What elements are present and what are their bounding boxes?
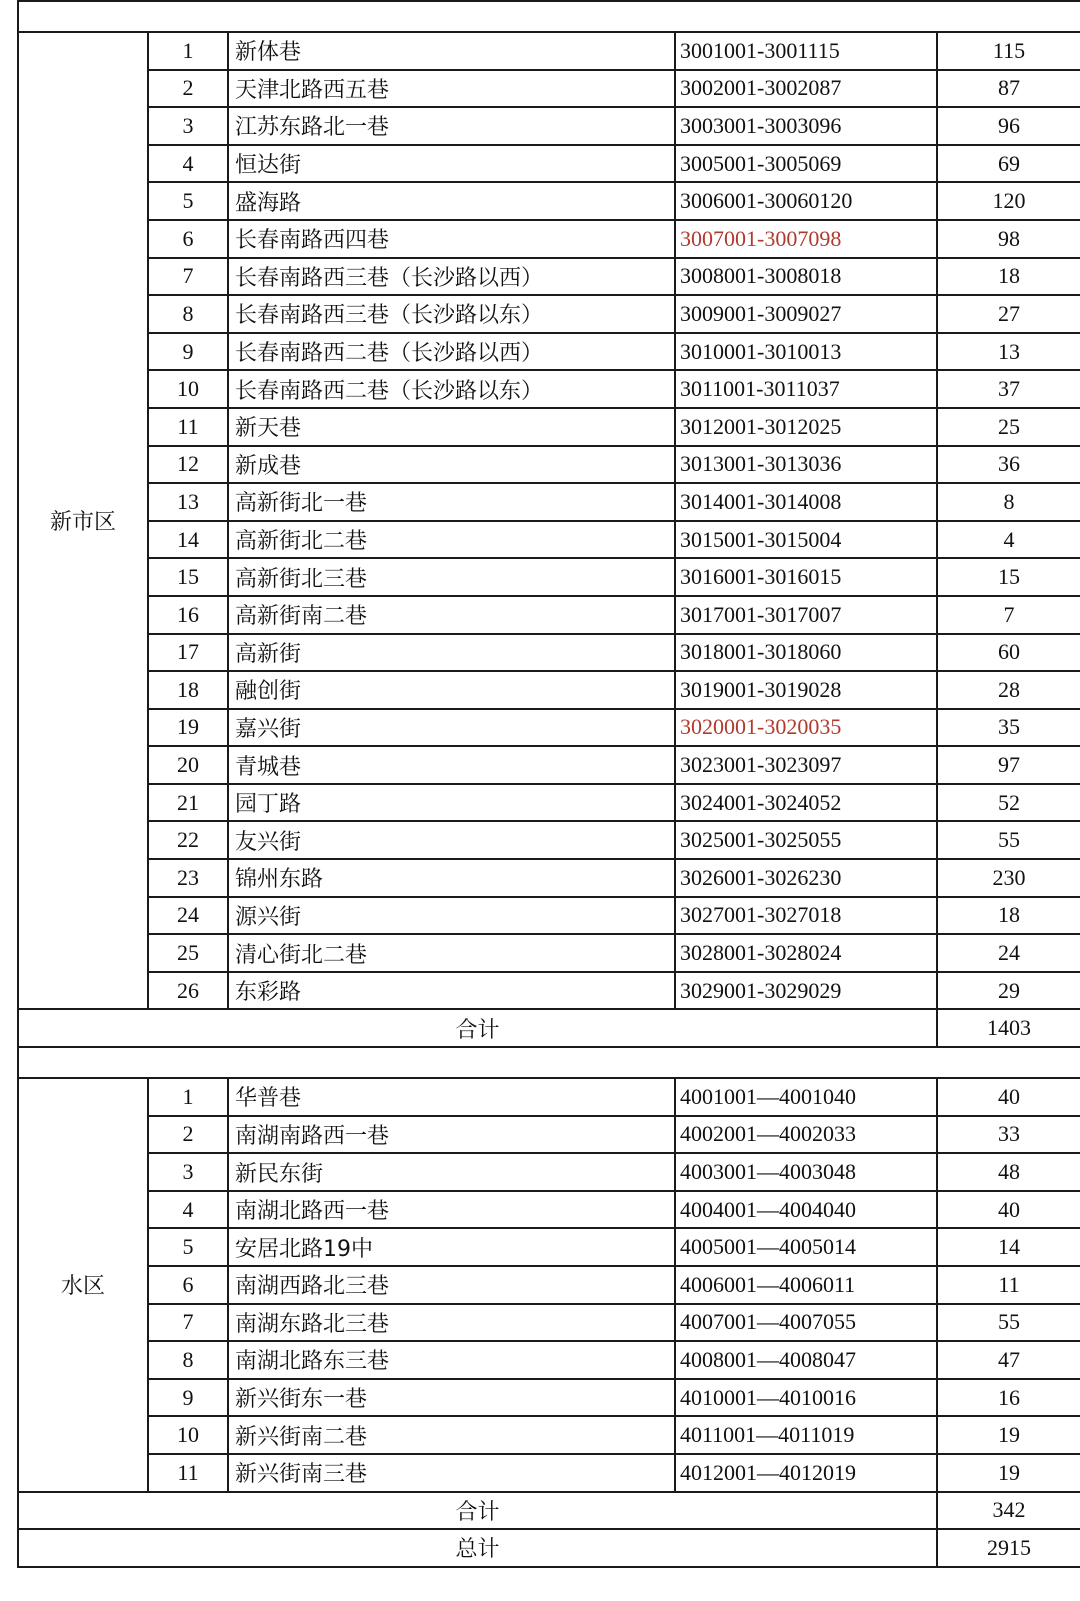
spacer-row	[18, 1047, 1080, 1078]
table-row	[18, 145, 1080, 183]
house-number-range: 3020001-3020035	[675, 709, 937, 747]
street-name: 新成巷	[228, 446, 675, 484]
house-number-range: 3010001-3010013	[675, 333, 937, 371]
subtotal-row	[18, 1009, 1080, 1047]
row-number: 6	[148, 1266, 228, 1304]
table-row	[18, 446, 1080, 484]
row-number: 3	[148, 107, 228, 145]
house-number-range: 3012001-3012025	[675, 408, 937, 446]
street-name: 长春南路西二巷（长沙路以东）	[228, 370, 675, 408]
house-number-range: 4006001—4006011	[675, 1266, 937, 1304]
house-number-range: 3011001-3011037	[675, 370, 937, 408]
street-name: 融创街	[228, 671, 675, 709]
subtotal-row	[18, 1492, 1080, 1530]
row-number: 10	[148, 1416, 228, 1454]
house-count: 55	[937, 821, 1080, 859]
street-name: 南湖北路东三巷	[228, 1341, 675, 1379]
table-row	[18, 521, 1080, 559]
row-number: 23	[148, 859, 228, 897]
street-name: 南湖南路西一巷	[228, 1116, 675, 1154]
row-number: 12	[148, 446, 228, 484]
house-number-range: 3002001-3002087	[675, 70, 937, 108]
house-count: 24	[937, 934, 1080, 972]
table-row	[18, 1341, 1080, 1379]
house-number-range: 3027001-3027018	[675, 897, 937, 935]
house-number-range: 3028001-3028024	[675, 934, 937, 972]
grand-total-row	[18, 1529, 1080, 1567]
row-number: 18	[148, 671, 228, 709]
table-row	[18, 295, 1080, 333]
house-number-range: 3023001-3023097	[675, 746, 937, 784]
row-number: 7	[148, 258, 228, 296]
row-number: 10	[148, 370, 228, 408]
house-count: 69	[937, 145, 1080, 183]
table-row	[18, 821, 1080, 859]
house-number-range: 4001001—4001040	[675, 1078, 937, 1116]
spacer-cell	[18, 1047, 1080, 1078]
street-name: 盛海路	[228, 182, 675, 220]
subtotal-label: 合计	[18, 1492, 937, 1530]
table-row	[18, 709, 1080, 747]
house-count: 19	[937, 1416, 1080, 1454]
house-number-range: 3025001-3025055	[675, 821, 937, 859]
row-number: 25	[148, 934, 228, 972]
table-row	[18, 70, 1080, 108]
house-number-range: 3026001-3026230	[675, 859, 937, 897]
house-count: 29	[937, 972, 1080, 1010]
house-number-range: 3018001-3018060	[675, 634, 937, 672]
house-count: 15	[937, 558, 1080, 596]
house-number-range: 3009001-3009027	[675, 295, 937, 333]
subtotal-label: 合计	[18, 1009, 937, 1047]
district-name-cell: 新市区	[18, 32, 148, 1009]
house-count: 7	[937, 596, 1080, 634]
house-number-range: 3019001-3019028	[675, 671, 937, 709]
house-number-range: 4010001—4010016	[675, 1379, 937, 1417]
house-count: 27	[937, 295, 1080, 333]
house-count: 55	[937, 1304, 1080, 1342]
street-name: 长春南路西三巷（长沙路以西）	[228, 258, 675, 296]
table-body	[18, 1, 1080, 1567]
house-count: 96	[937, 107, 1080, 145]
house-number-range: 3017001-3017007	[675, 596, 937, 634]
house-count: 97	[937, 746, 1080, 784]
row-number: 20	[148, 746, 228, 784]
house-count: 19	[937, 1454, 1080, 1492]
house-number-range: 3016001-3016015	[675, 558, 937, 596]
street-name: 东彩路	[228, 972, 675, 1010]
house-number-range: 4004001—4004040	[675, 1191, 937, 1229]
house-count: 120	[937, 182, 1080, 220]
street-name: 高新街南二巷	[228, 596, 675, 634]
street-name: 新兴街南二巷	[228, 1416, 675, 1454]
table-row	[18, 333, 1080, 371]
house-number-range: 4003001—4003048	[675, 1153, 937, 1191]
street-name: 源兴街	[228, 897, 675, 935]
house-number-range: 3029001-3029029	[675, 972, 937, 1010]
row-number: 24	[148, 897, 228, 935]
subtotal-value: 1403	[937, 1009, 1080, 1047]
row-number: 15	[148, 558, 228, 596]
row-number: 5	[148, 1228, 228, 1266]
table-row	[18, 897, 1080, 935]
house-number-range: 4002001—4002033	[675, 1116, 937, 1154]
house-count: 36	[937, 446, 1080, 484]
street-name: 新兴街东一巷	[228, 1379, 675, 1417]
row-number: 8	[148, 1341, 228, 1379]
house-number-range: 3007001-3007098	[675, 220, 937, 258]
house-count: 47	[937, 1341, 1080, 1379]
house-number-range: 3005001-3005069	[675, 145, 937, 183]
table-row	[18, 1078, 1080, 1116]
table-row	[18, 596, 1080, 634]
street-name: 南湖东路北三巷	[228, 1304, 675, 1342]
street-name: 新体巷	[228, 32, 675, 70]
table-row	[18, 859, 1080, 897]
row-number: 16	[148, 596, 228, 634]
row-number: 9	[148, 333, 228, 371]
table-row	[18, 784, 1080, 822]
street-name: 江苏东路北一巷	[228, 107, 675, 145]
table-row	[18, 1304, 1080, 1342]
row-number: 26	[148, 972, 228, 1010]
row-number: 8	[148, 295, 228, 333]
table-row	[18, 1116, 1080, 1154]
blank-top-row	[18, 1, 1080, 32]
street-name: 南湖西路北三巷	[228, 1266, 675, 1304]
row-number: 2	[148, 1116, 228, 1154]
row-number: 17	[148, 634, 228, 672]
table-row	[18, 1416, 1080, 1454]
house-count: 25	[937, 408, 1080, 446]
table-row	[18, 1191, 1080, 1229]
row-number: 3	[148, 1153, 228, 1191]
subtotal-value: 342	[937, 1492, 1080, 1530]
street-name: 安居北路19中	[228, 1228, 675, 1266]
street-name: 华普巷	[228, 1078, 675, 1116]
house-count: 18	[937, 897, 1080, 935]
street-name: 高新街北三巷	[228, 558, 675, 596]
house-count: 52	[937, 784, 1080, 822]
house-number-range: 3003001-3003096	[675, 107, 937, 145]
table-row	[18, 746, 1080, 784]
grand-total-label: 总计	[18, 1529, 937, 1567]
table-row	[18, 1454, 1080, 1492]
row-number: 22	[148, 821, 228, 859]
table-row	[18, 1266, 1080, 1304]
row-number: 14	[148, 521, 228, 559]
house-number-range: 3008001-3008018	[675, 258, 937, 296]
table-row	[18, 483, 1080, 521]
house-count: 14	[937, 1228, 1080, 1266]
row-number: 13	[148, 483, 228, 521]
street-name: 高新街	[228, 634, 675, 672]
district-name-cell: 水区	[18, 1078, 148, 1492]
house-number-range: 3024001-3024052	[675, 784, 937, 822]
street-name: 恒达街	[228, 145, 675, 183]
row-number: 7	[148, 1304, 228, 1342]
street-name: 锦州东路	[228, 859, 675, 897]
house-count: 35	[937, 709, 1080, 747]
street-name: 南湖北路西一巷	[228, 1191, 675, 1229]
house-count: 33	[937, 1116, 1080, 1154]
row-number: 9	[148, 1379, 228, 1417]
table-row	[18, 1228, 1080, 1266]
house-number-range: 3015001-3015004	[675, 521, 937, 559]
house-count: 230	[937, 859, 1080, 897]
row-number: 11	[148, 1454, 228, 1492]
street-name: 嘉兴街	[228, 709, 675, 747]
street-name: 高新街北二巷	[228, 521, 675, 559]
street-name: 长春南路西四巷	[228, 220, 675, 258]
table-row	[18, 258, 1080, 296]
house-count: 13	[937, 333, 1080, 371]
street-name: 友兴街	[228, 821, 675, 859]
street-name: 青城巷	[228, 746, 675, 784]
house-number-range: 4011001—4011019	[675, 1416, 937, 1454]
house-count: 28	[937, 671, 1080, 709]
grand-total-value: 2915	[937, 1529, 1080, 1567]
street-name: 长春南路西二巷（长沙路以西）	[228, 333, 675, 371]
house-count: 48	[937, 1153, 1080, 1191]
table-row	[18, 558, 1080, 596]
table-row	[18, 370, 1080, 408]
house-number-range: 3014001-3014008	[675, 483, 937, 521]
house-count: 8	[937, 483, 1080, 521]
house-count: 16	[937, 1379, 1080, 1417]
blank-cell	[18, 1, 1080, 32]
row-number: 5	[148, 182, 228, 220]
house-count: 11	[937, 1266, 1080, 1304]
table-row	[18, 1379, 1080, 1417]
house-number-range: 4008001—4008047	[675, 1341, 937, 1379]
street-name: 新民东街	[228, 1153, 675, 1191]
address-number-table	[17, 0, 1080, 1568]
house-count: 98	[937, 220, 1080, 258]
table-row	[18, 220, 1080, 258]
table-row	[18, 1153, 1080, 1191]
table-row	[18, 634, 1080, 672]
street-name: 园丁路	[228, 784, 675, 822]
table-row	[18, 934, 1080, 972]
house-count: 115	[937, 32, 1080, 70]
street-name: 高新街北一巷	[228, 483, 675, 521]
street-name: 长春南路西三巷（长沙路以东）	[228, 295, 675, 333]
house-number-range: 3001001-3001115	[675, 32, 937, 70]
house-number-range: 3013001-3013036	[675, 446, 937, 484]
row-number: 6	[148, 220, 228, 258]
table-row	[18, 972, 1080, 1010]
house-count: 60	[937, 634, 1080, 672]
table-row	[18, 32, 1080, 70]
row-number: 4	[148, 1191, 228, 1229]
street-name: 新兴街南三巷	[228, 1454, 675, 1492]
house-count: 18	[937, 258, 1080, 296]
table-row	[18, 408, 1080, 446]
house-count: 87	[937, 70, 1080, 108]
table-row	[18, 182, 1080, 220]
row-number: 19	[148, 709, 228, 747]
table-row	[18, 107, 1080, 145]
house-count: 40	[937, 1191, 1080, 1229]
table-row	[18, 671, 1080, 709]
street-name: 天津北路西五巷	[228, 70, 675, 108]
row-number: 21	[148, 784, 228, 822]
house-number-range: 4007001—4007055	[675, 1304, 937, 1342]
house-number-range: 3006001-30060120	[675, 182, 937, 220]
street-name: 清心街北二巷	[228, 934, 675, 972]
row-number: 1	[148, 32, 228, 70]
house-number-range: 4012001—4012019	[675, 1454, 937, 1492]
row-number: 2	[148, 70, 228, 108]
house-count: 40	[937, 1078, 1080, 1116]
row-number: 11	[148, 408, 228, 446]
row-number: 1	[148, 1078, 228, 1116]
street-name: 新天巷	[228, 408, 675, 446]
house-count: 4	[937, 521, 1080, 559]
row-number: 4	[148, 145, 228, 183]
house-number-range: 4005001—4005014	[675, 1228, 937, 1266]
house-count: 37	[937, 370, 1080, 408]
